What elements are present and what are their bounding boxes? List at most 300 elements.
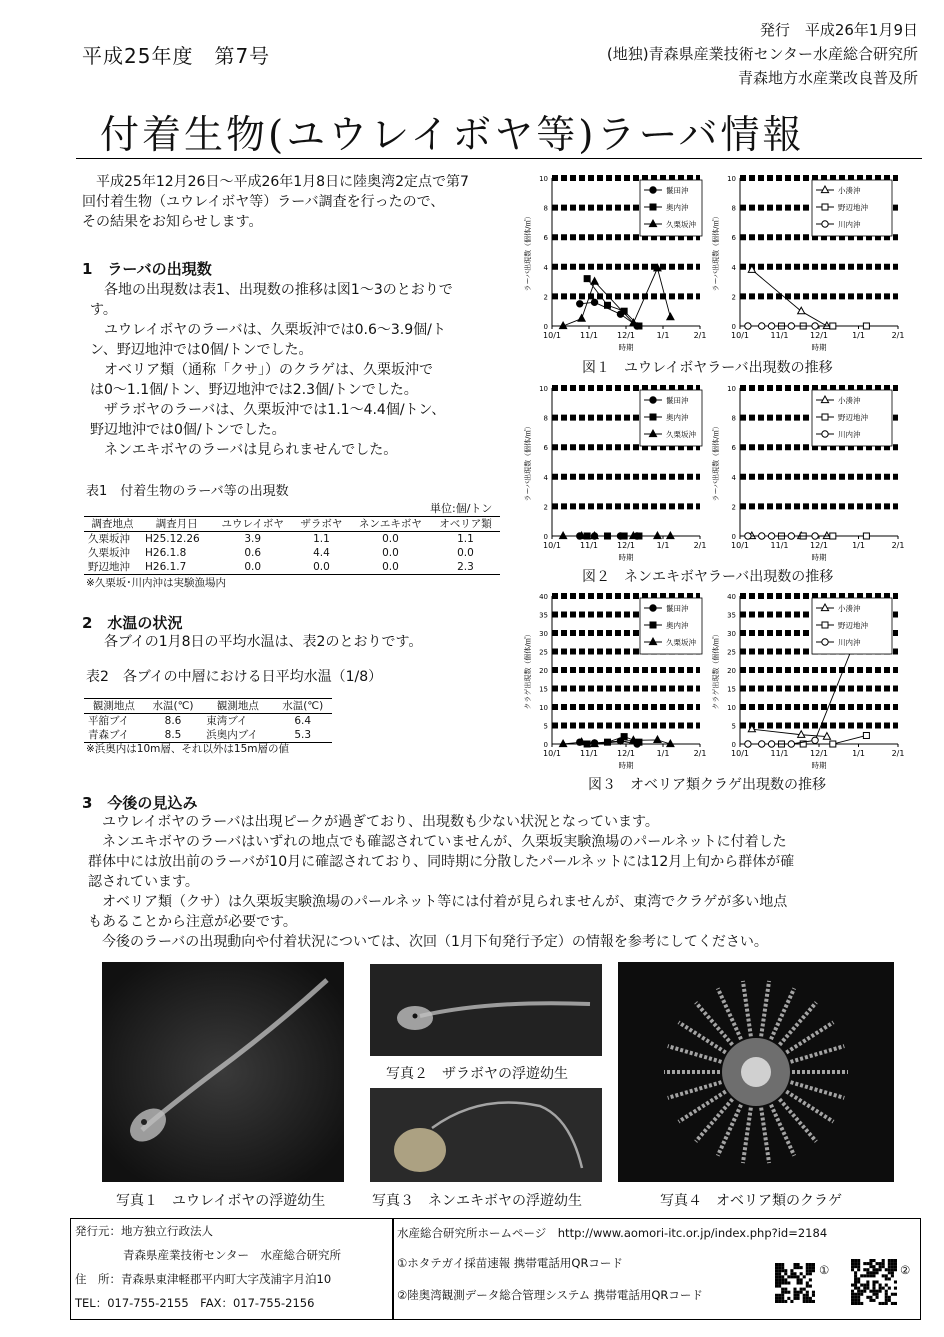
y-tick-label: 0: [731, 323, 736, 331]
legend-marker: [822, 221, 828, 227]
qr-module: [787, 1275, 790, 1278]
y-axis-label: ラーバ出現数（個体/㎥）: [712, 212, 720, 292]
y-tick-label: 40: [539, 593, 548, 601]
data-point: [830, 323, 836, 329]
qr-module: [863, 1268, 866, 1271]
homepage-link[interactable]: 水産総合研究所ホームページ http://www.aomori-itc.or.jp/index.php?id=2184: [397, 1226, 828, 1240]
qr-module: [885, 1293, 888, 1296]
y-tick-label: 4: [731, 263, 736, 272]
title-divider: [76, 158, 922, 159]
line-chart: [712, 588, 908, 774]
qr-module: [876, 1290, 879, 1293]
section-1-heading: 1 ラーバの出現数: [82, 260, 212, 278]
qr-module: [894, 1280, 897, 1283]
qr-module: [784, 1278, 787, 1281]
x-tick-label: 10/1: [731, 331, 749, 340]
qr-module: [888, 1296, 891, 1299]
photo-zaraboya-larva: [370, 964, 602, 1056]
qr-module: [894, 1268, 897, 1271]
table-header: 水温(℃): [152, 700, 194, 712]
qr-module: [778, 1300, 781, 1303]
x-tick-label: 12/1: [810, 749, 828, 758]
y-tick-label: 20: [727, 667, 736, 675]
qr-module: [778, 1266, 781, 1269]
qr-module: [891, 1265, 894, 1268]
qr-module: [790, 1269, 793, 1272]
qr-module: [793, 1294, 796, 1297]
qr-module: [854, 1296, 857, 1299]
legend-marker: [822, 431, 828, 437]
table-cell: 0.0: [382, 561, 399, 573]
qr-module: [888, 1271, 891, 1274]
qr-module: [775, 1275, 778, 1278]
table-row: [84, 714, 332, 729]
table-2-caption: 表2 各ブイの中層における日平均水温（1/8）: [86, 669, 383, 685]
qr-module: [888, 1277, 891, 1280]
qr-module: [882, 1262, 885, 1265]
publish-date: 発行 平成26年1月9日: [759, 21, 918, 39]
qr-module: [793, 1288, 796, 1291]
x-axis-label: 時期: [618, 343, 634, 352]
qr-module: [866, 1262, 869, 1265]
photo-1-caption: 写真１ ユウレイボヤの浮遊幼生: [116, 1193, 326, 1209]
qr-module: [775, 1300, 778, 1303]
qr-module: [775, 1269, 778, 1272]
qr-module: [885, 1277, 888, 1280]
qr-module: [866, 1280, 869, 1283]
x-tick-label: 11/1: [580, 331, 598, 340]
qr-module: [866, 1274, 869, 1277]
x-tick-label: 2/1: [891, 541, 905, 550]
qr-module: [778, 1297, 781, 1300]
chart-fig2-right: [712, 380, 908, 566]
x-tick-label: 12/1: [810, 331, 828, 340]
line-chart: [712, 380, 908, 566]
footer-line: ②陸奥湾観測データ総合管理システム 携帯電話用QRコード: [397, 1288, 703, 1302]
table-cell: 8.5: [164, 729, 182, 741]
data-point: [591, 278, 598, 285]
data-point: [667, 532, 674, 539]
qr-module: [854, 1287, 857, 1290]
qr-module: [812, 1269, 815, 1272]
intro-line: 回付着生物（ユウレイボヤ等）ラーバ調査を行ったので、: [82, 194, 445, 210]
x-axis-label: 時期: [618, 761, 634, 770]
qr-module: [888, 1259, 891, 1262]
table-1-note: ※久栗坂･川内沖は実験漁場内: [86, 577, 227, 589]
qr-module: [888, 1262, 891, 1265]
table-header: ネンエキボヤ: [358, 518, 422, 530]
qr-module: [891, 1293, 894, 1296]
qr-module: [784, 1291, 787, 1294]
qr-module: [882, 1274, 885, 1277]
legend-marker: [650, 397, 656, 403]
qr-module: [882, 1302, 885, 1305]
qr-module: [812, 1263, 815, 1266]
table-cell: 1.1: [457, 533, 474, 545]
figure-1-caption: 図１ ユウレイボヤラーバ出現数の推移: [582, 360, 833, 376]
data-point: [759, 741, 765, 747]
section-1-body: [90, 280, 508, 460]
table-2: [84, 698, 332, 743]
footer-publisher: [70, 1218, 394, 1320]
table-1-caption: 表1 付着生物のラーバ等の出現数: [86, 484, 289, 499]
y-tick-label: 0: [543, 741, 548, 749]
qr-module: [879, 1287, 882, 1290]
qr-module: [894, 1259, 897, 1262]
y-tick-label: 8: [543, 414, 548, 423]
qr-module: [869, 1274, 872, 1277]
qr-module: [784, 1288, 787, 1291]
qr-module: [793, 1263, 796, 1266]
data-point: [768, 741, 774, 747]
table-cell: 0.6: [244, 547, 262, 559]
photo-3-caption: 写真３ ネンエキボヤの浮遊幼生: [372, 1193, 582, 1209]
qr-module: [797, 1291, 800, 1294]
qr-module: [863, 1287, 866, 1290]
qr-module: [857, 1277, 860, 1280]
qr-module: [806, 1300, 809, 1303]
qr-module: [809, 1300, 812, 1303]
qr-module: [891, 1259, 894, 1262]
table-cell: H25.12.26: [145, 533, 200, 545]
y-tick-label: 2: [543, 293, 548, 302]
qr-module: [885, 1290, 888, 1293]
qr-module: [860, 1302, 863, 1305]
qr-module: [781, 1266, 784, 1269]
qr-module: [851, 1299, 854, 1302]
qr-module: [793, 1272, 796, 1275]
qr-module: [885, 1268, 888, 1271]
x-tick-label: 1/1: [656, 749, 670, 758]
qr-module: [891, 1271, 894, 1274]
footer-line: ①ホタテガイ採苗速報 携帯電話用QRコード: [397, 1256, 623, 1270]
legend-marker: [822, 639, 828, 645]
x-tick-label: 10/1: [731, 749, 749, 758]
body-line: ン、野辺地沖では0個/トンでした。: [90, 342, 313, 358]
qr-module: [879, 1268, 882, 1271]
x-tick-label: 2/1: [891, 331, 905, 340]
qr-module: [781, 1294, 784, 1297]
qr-module: [866, 1284, 869, 1287]
table-cell: 青森ブイ: [88, 729, 130, 741]
table-cell: H26.1.8: [145, 547, 187, 559]
qr-module: [851, 1268, 854, 1271]
x-tick-label: 1/1: [656, 541, 670, 550]
qr-module: [879, 1284, 882, 1287]
qr-module: [812, 1294, 815, 1297]
legend-marker: [650, 187, 656, 193]
qr-module: [803, 1275, 806, 1278]
qr-module: [854, 1277, 857, 1280]
qr-module: [876, 1280, 879, 1283]
qr-module: [775, 1297, 778, 1300]
qr-module: [869, 1296, 872, 1299]
y-tick-label: 5: [543, 722, 548, 731]
qr-module: [869, 1299, 872, 1302]
page-title: 付着生物(ユウレイボヤ等)ラーバ情報: [100, 113, 805, 158]
qr-module: [885, 1274, 888, 1277]
y-tick-label: 40: [727, 593, 736, 601]
data-point: [768, 323, 774, 329]
legend-entry: 小湊沖: [838, 396, 861, 405]
qr-module: [793, 1266, 796, 1269]
x-tick-label: 2/1: [693, 541, 707, 550]
qr-module: [854, 1271, 857, 1274]
qr-module: [866, 1287, 869, 1290]
y-tick-label: 5: [731, 722, 736, 731]
table-header: オベリア類: [439, 518, 492, 530]
y-tick-label: 20: [539, 667, 548, 675]
qr-module: [775, 1281, 778, 1284]
qr-module: [797, 1278, 800, 1281]
table-cell: 平舘ブイ: [88, 715, 130, 727]
qr-module: [812, 1266, 815, 1269]
section-2-heading: 2 水温の状況: [82, 614, 183, 632]
x-axis-label: 時期: [811, 343, 827, 352]
x-tick-label: 10/1: [543, 331, 561, 340]
qr-module: [872, 1274, 875, 1277]
data-point: [863, 732, 869, 738]
y-tick-label: 4: [731, 473, 736, 482]
qr-module: [809, 1266, 812, 1269]
legend-entry: 野辺地沖: [838, 413, 868, 422]
legend-entry: 鬣田沖: [666, 396, 689, 405]
qr-module: [854, 1280, 857, 1283]
data-point: [788, 323, 794, 329]
table-header: 調査地点: [91, 518, 134, 530]
qr-code-2-icon: [851, 1259, 897, 1305]
y-tick-label: 2: [731, 293, 736, 302]
photo-nenekiboya-larva: [370, 1088, 602, 1182]
qr-module: [781, 1278, 784, 1281]
x-tick-label: 10/1: [731, 541, 749, 550]
y-tick-label: 30: [727, 630, 736, 638]
data-point: [768, 533, 774, 539]
qr-module: [787, 1291, 790, 1294]
body-line: 認されています。: [88, 874, 199, 890]
table-cell: 0.0: [244, 561, 262, 573]
y-axis-label: クラゲ出現数（個体/㎥）: [524, 630, 532, 710]
x-tick-label: 2/1: [693, 749, 707, 758]
legend-marker: [822, 204, 828, 210]
data-point: [654, 736, 661, 743]
qr-module: [809, 1297, 812, 1300]
body-line: は0～1.1個/トン、野辺地沖では2.3個/トンでした。: [90, 382, 418, 398]
data-point: [759, 323, 765, 329]
qr-module: [806, 1263, 809, 1266]
qr-module: [872, 1265, 875, 1268]
qr-module: [869, 1262, 872, 1265]
y-tick-label: 6: [543, 444, 548, 453]
qr-module: [885, 1284, 888, 1287]
body-line: す。: [90, 302, 117, 318]
line-chart: [518, 588, 710, 774]
qr-module: [894, 1302, 897, 1305]
y-tick-label: 0: [543, 323, 548, 331]
qr-module: [806, 1272, 809, 1275]
legend-marker: [822, 414, 828, 420]
qr-module: [882, 1259, 885, 1262]
data-point: [812, 323, 818, 329]
data-point: [830, 741, 836, 747]
body-line: 野辺地沖では0個/トンでした。: [90, 422, 286, 438]
qr-module: [882, 1265, 885, 1268]
qr-module: [854, 1265, 857, 1268]
legend-entry: 野辺地沖: [838, 203, 868, 212]
qr-module: [797, 1297, 800, 1300]
chart-fig3-right: [712, 588, 908, 774]
qr-module: [793, 1275, 796, 1278]
intro-line: 平成25年12月26日～平成26年1月8日に陸奥湾2定点で第7: [96, 174, 469, 190]
legend-marker: [650, 605, 656, 611]
qr-module: [851, 1290, 854, 1293]
table-1: [84, 516, 500, 575]
qr-module: [775, 1266, 778, 1269]
qr-module: [882, 1287, 885, 1290]
qr-module: [781, 1288, 784, 1291]
qr-module: [775, 1285, 778, 1288]
qr-module: [781, 1300, 784, 1303]
qr-module: [797, 1263, 800, 1266]
qr-module: [803, 1297, 806, 1300]
qr-module: [857, 1259, 860, 1262]
qr-module: [860, 1284, 863, 1287]
footer-line: 青森県産業技術センター 水産総合研究所: [123, 1248, 342, 1262]
x-tick-label: 1/1: [852, 749, 865, 758]
qr-module: [869, 1259, 872, 1262]
qr-module: [800, 1291, 803, 1294]
qr-module: [885, 1299, 888, 1302]
table-row: [84, 560, 500, 575]
footer-links: [392, 1218, 921, 1320]
series-line: [752, 729, 827, 736]
qr-module: [863, 1290, 866, 1293]
qr-module: [787, 1281, 790, 1284]
qr-module: [872, 1280, 875, 1283]
qr-module: [797, 1275, 800, 1278]
qr-module: [876, 1271, 879, 1274]
qr-module: [781, 1291, 784, 1294]
body-line: オベリア類（クサ）は久栗坂実験漁場のパールネット等には付着が見られませんが、東湾でクラゲが多い地点: [102, 894, 788, 910]
y-tick-label: 10: [539, 385, 548, 393]
qr-module: [809, 1263, 812, 1266]
legend-marker: [822, 622, 828, 628]
data-point: [863, 533, 869, 539]
qr-module: [863, 1284, 866, 1287]
qr-module: [857, 1262, 860, 1265]
qr-module: [809, 1278, 812, 1281]
table-2-note: ※浜奥内は10m層、それ以外は15m層の値: [86, 743, 289, 755]
qr-module: [781, 1297, 784, 1300]
y-tick-label: 15: [539, 685, 548, 694]
legend-entry: 奥内沖: [666, 413, 689, 422]
qr-1-label: ①: [819, 1263, 830, 1277]
data-point: [591, 299, 597, 305]
data-point: [863, 323, 869, 329]
legend-entry: 奥内沖: [666, 203, 689, 212]
data-point: [560, 532, 567, 539]
qr-module: [854, 1299, 857, 1302]
qr-module: [872, 1299, 875, 1302]
y-tick-label: 2: [543, 503, 548, 512]
qr-module: [863, 1262, 866, 1265]
data-point: [578, 315, 585, 322]
legend-entry: 鬣田沖: [666, 604, 689, 613]
qr-module: [857, 1280, 860, 1283]
y-tick-label: 15: [727, 685, 736, 694]
qr-module: [790, 1272, 793, 1275]
qr-module: [888, 1268, 891, 1271]
qr-module: [857, 1265, 860, 1268]
qr-module: [784, 1272, 787, 1275]
qr-module: [888, 1265, 891, 1268]
qr-module: [854, 1274, 857, 1277]
y-tick-label: 10: [539, 704, 548, 712]
body-line: ユウレイボヤのラーバは、久栗坂沖では0.6～3.9個/ト: [104, 322, 446, 338]
qr-module: [806, 1297, 809, 1300]
x-tick-label: 10/1: [543, 749, 561, 758]
qr-module: [806, 1291, 809, 1294]
photo-4-caption: 写真４ オベリア類のクラゲ: [660, 1193, 842, 1209]
x-tick-label: 11/1: [580, 749, 598, 758]
qr-module: [809, 1285, 812, 1288]
photo-ascidian-larva: [102, 962, 344, 1182]
qr-module: [800, 1288, 803, 1291]
qr-module: [806, 1285, 809, 1288]
y-tick-label: 10: [727, 704, 736, 712]
x-tick-label: 12/1: [617, 331, 635, 340]
legend-entry: 野辺地沖: [838, 621, 868, 630]
data-point: [759, 533, 765, 539]
qr-module: [876, 1268, 879, 1271]
qr-module: [879, 1290, 882, 1293]
y-tick-label: 10: [727, 385, 736, 393]
table-cell: 東湾ブイ: [206, 715, 248, 727]
qr-module: [866, 1271, 869, 1274]
qr-module: [778, 1294, 781, 1297]
qr-module: [797, 1281, 800, 1284]
line-chart: [712, 170, 908, 356]
y-tick-label: 6: [731, 234, 736, 243]
y-tick-label: 6: [543, 234, 548, 243]
table-row: [84, 532, 500, 547]
qr-module: [851, 1265, 854, 1268]
table-header: 調査月日: [155, 518, 198, 530]
legend-entry: 奥内沖: [666, 621, 689, 630]
qr-module: [781, 1281, 784, 1284]
qr-module: [869, 1290, 872, 1293]
y-tick-label: 8: [543, 204, 548, 213]
table-cell: 3.9: [244, 533, 262, 545]
x-tick-label: 11/1: [770, 331, 789, 340]
qr-module: [891, 1268, 894, 1271]
table-cell: 8.6: [164, 715, 182, 727]
data-point: [830, 533, 836, 539]
qr-module: [851, 1259, 854, 1262]
legend-entry: 久栗坂沖: [666, 430, 696, 439]
data-point: [745, 533, 751, 539]
legend-entry: 川内沖: [838, 220, 861, 229]
qr-module: [854, 1293, 857, 1296]
qr-module: [778, 1269, 781, 1272]
qr-module: [879, 1302, 882, 1305]
body-line: ネンエキボヤのラーバは見られませんでした。: [104, 442, 398, 458]
legend-entry: 小湊沖: [838, 186, 861, 195]
y-axis-label: ラーバ出現数（個体/㎥）: [712, 422, 720, 502]
body-line: 各地の出現数は表1、出現数の推移は図1～3のとおりで: [104, 282, 453, 298]
y-tick-label: 8: [731, 204, 736, 213]
qr-module: [778, 1272, 781, 1275]
